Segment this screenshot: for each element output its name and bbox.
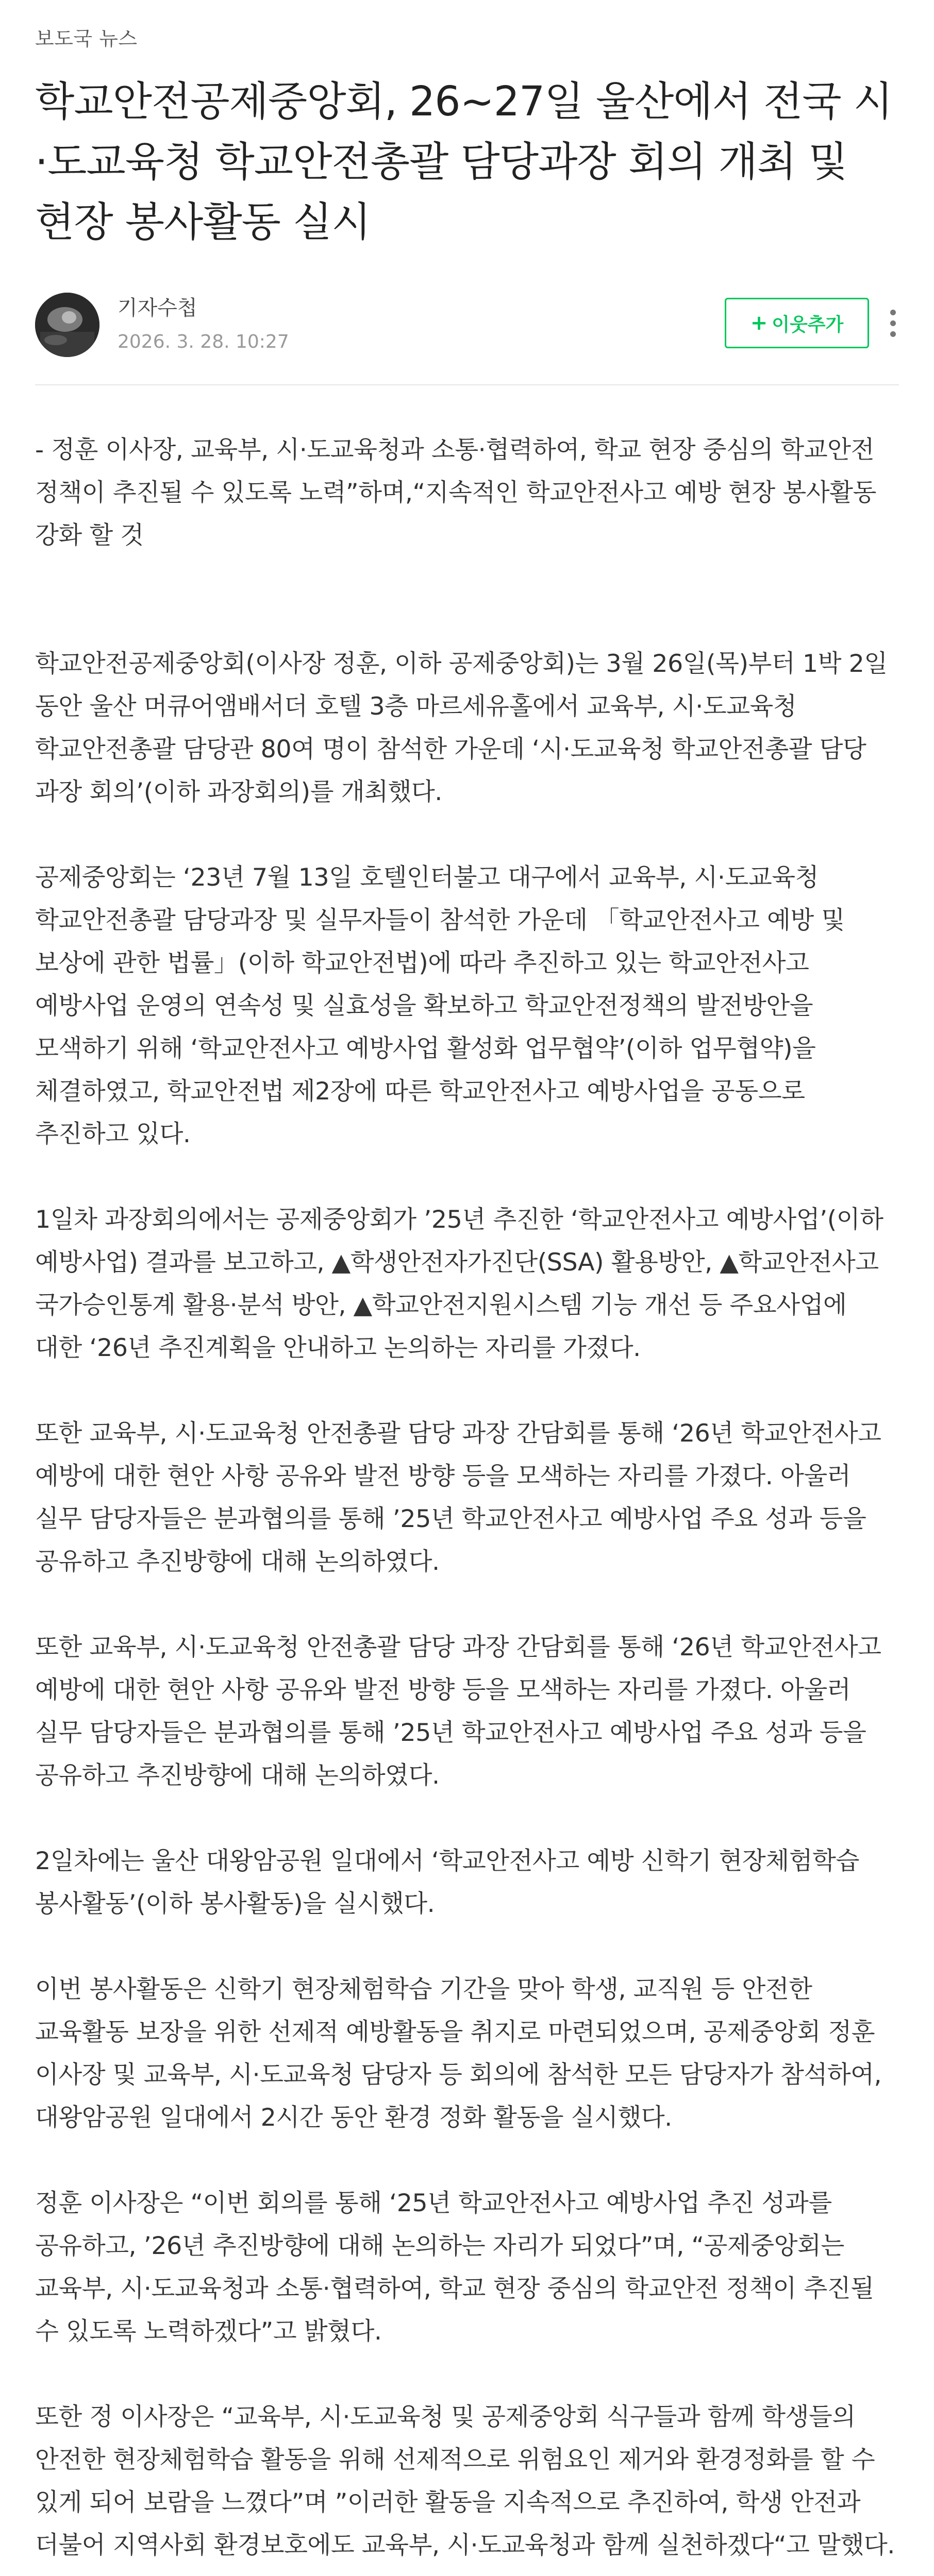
add-neighbor-label: 이웃추가 [772, 314, 844, 335]
post-date: 2026. 3. 28. 10:27 [118, 331, 289, 352]
article-summary: - 정훈 이사장, 교육부, 시·도교육청과 소통·협력하여, 학교 현장 중심의 학교안전 정책이 추진될 수 있도록 노력”하며,“지속적인 학교안전사고 예방 현장 봉사활동 강화 할 것 [35, 436, 876, 550]
article-paragraph: 1일차 과장회의에서는 공제중앙회가 ’25년 추진한 ‘학교안전사고 예방사업’(이하 예방사업) 결과를 보고하고, ▲학생안전자가진단(SSA) 활용방안, ▲학교안전사고 국가승인통계 활용·분석 방안, ▲학교안전지원시스템 기능 개선 등 주요사업에 대한 ‘26년 추진계획을 안내하고 논의하는 자리를 가졌다. [35, 1206, 883, 1362]
article-paragraph: 또한 교육부, 시·도교육청 안전총괄 담당 과장 간담회를 통해 ‘26년 학교안전사고 예방에 대한 현안 사항 공유와 발전 방향 등을 모색하는 자리를 가졌다. 아울러 실무 담당자들은 분과협의를 통해 ’25년 학교안전사고 예방사업 주요 성과 등을 공유하고 추진방향에 대해 논의하였다. [35, 1419, 881, 1576]
post-title: 학교안전공제중앙회, 26~27일 울산에서 전국 시·도교육청 학교안전총괄 담당과장 회의 개최 및 현장 봉사활동 실시 [35, 78, 893, 246]
author-meta-row [35, 286, 899, 364]
author-info [118, 295, 289, 353]
header-divider [35, 384, 899, 385]
article-paragraph: 2일차에는 울산 대왕암공원 일대에서 ‘학교안전사고 예방 신학기 현장체험학습 봉사활동’(이하 봉사활동)을 실시했다. [35, 1847, 859, 1918]
category-label[interactable]: 보도국 뉴스 [35, 27, 138, 50]
add-neighbor-button[interactable] [725, 298, 869, 348]
article-paragraph: 정훈 이사장은 “이번 회의를 통해 ‘25년 학교안전사고 예방사업 추진 성과를 공유하고, ’26년 추진방향에 대해 논의하는 자리가 되었다”며, “공제중앙회는 교육부, 시·도교육청과 소통·협력하여, 학교 현장 중심의 학교안전 정책이 추진될 수 있도록 노력하겠다”고 밝혔다. [35, 2189, 874, 2346]
article-body [35, 429, 899, 2576]
plus-icon: + [750, 311, 768, 335]
article-paragraph: 학교안전공제중앙회(이사장 정훈, 이하 공제중앙회)는 3월 26일(목)부터 1박 2일 동안 울산 머큐어앰배서더 호텔 3층 마르세유홀에서 교육부, 시·도교육청 학교안전총괄 담당관 80여 명이 참석한 가운데 ‘시·도교육청 학교안전총괄 담당 과장 회의’(이하 과장회의)를 개최했다. [35, 650, 888, 806]
more-dot-icon [890, 331, 896, 337]
avatar-image-icon [35, 293, 99, 357]
article-paragraph: 이번 봉사활동은 신학기 현장체험학습 기간을 맞아 학생, 교직원 등 안전한 교육활동 보장을 위한 선제적 예방활동을 취지로 마련되었으며, 공제중앙회 정훈 이사장 및 교육부, 시·도교육청 담당자 등 회의에 참석한 모든 담당자가 참석하여, 대왕암공원 일대에서 2시간 동안 환경 정화 활동을 실시했다. [35, 1975, 882, 2132]
author-name[interactable]: 기자수첩 [118, 296, 197, 320]
article-paragraph: 또한 교육부, 시·도교육청 안전총괄 담당 과장 간담회를 통해 ‘26년 학교안전사고 예방에 대한 현안 사항 공유와 발전 방향 등을 모색하는 자리를 가졌다. 아울러 실무 담당자들은 분과협의를 통해 ’25년 학교안전사고 예방사업 주요 성과 등을 공유하고 추진방향에 대해 논의하였다. [35, 1633, 881, 1790]
more-dot-icon [890, 320, 896, 326]
avatar[interactable] [35, 293, 99, 357]
more-dot-icon [890, 310, 896, 315]
more-options-button[interactable] [882, 298, 903, 348]
article-paragraph: 공제중앙회는 ‘23년 7월 13일 호텔인터불고 대구에서 교육부, 시·도교육청 학교안전총괄 담당과장 및 실무자들이 참석한 가운데 「학교안전사고 예방 및 보상에 관한 법률」(이하 학교안전법)에 따라 추진하고 있는 학교안전사고 예방사업 운영의 연속성 및 실효성을 확보하고 학교안전정책의 발전방안을 모색하기 위해 ‘학교안전사고 예방사업 활성화 업무협약’(이하 업무협약)을 체결하였고, 학교안전법 제2장에 따른 학교안전사고 예방사업을 공동으로 추진하고 있다. [35, 863, 845, 1148]
article-paragraph: 또한 정 이사장은 “교육부, 시·도교육청 및 공제중앙회 식구들과 함께 학생들의 안전한 현장체험학습 활동을 위해 선제적으로 위험요인 제거와 환경정화를 할 수 있게 되어 보람을 느꼈다”며 ”이러한 활동을 지속적으로 추진하여, 학생 안전과 더불어 지역사회 환경보호에도 교육부, 시·도교육청과 함께 실천하겠다“고 말했다. [35, 2403, 895, 2560]
